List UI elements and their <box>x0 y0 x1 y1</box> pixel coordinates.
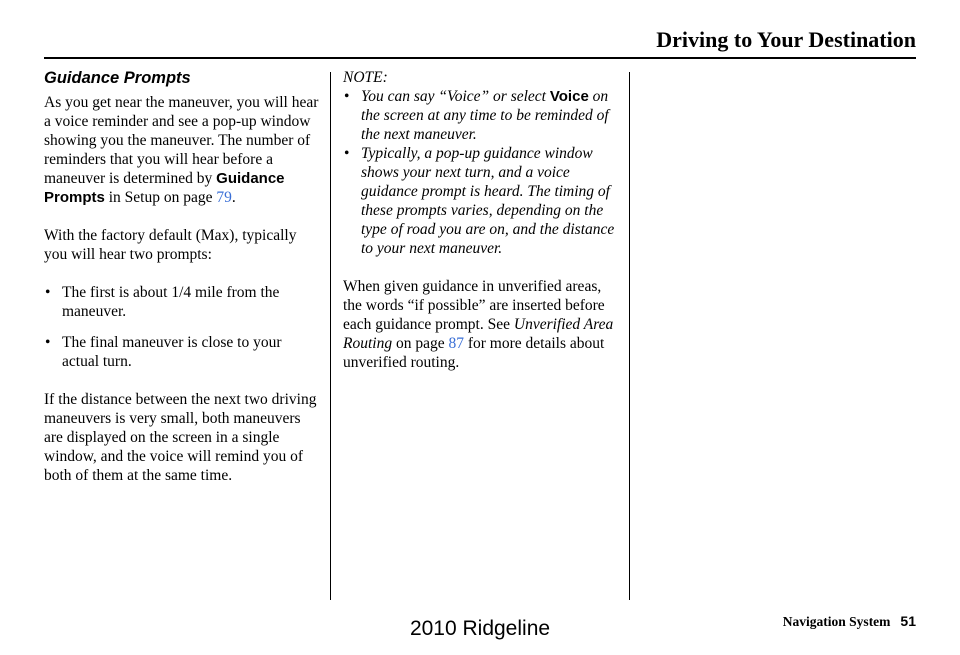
unverified-routing-reference: Unverified Area Routing <box>343 316 614 352</box>
header-rule <box>44 57 916 59</box>
column-divider-left <box>330 72 331 600</box>
note-item: • Typically, a pop-up guidance window shows your next turn, and a voice guidance prompt is heard. The timing of these prompts varies, depending on the type of road you are on, and the distance to your next maneuver. <box>343 144 623 258</box>
note-item <box>343 87 623 144</box>
middle-column <box>343 68 623 391</box>
column-divider-right <box>629 72 630 600</box>
unverified-paragraph <box>343 277 623 372</box>
left-column <box>44 68 320 504</box>
note-item-text: on the screen at any time to be reminded of the next maneuver. <box>361 88 609 143</box>
page-header-title: Driving to Your Destination <box>656 27 916 52</box>
list-item: • The first is about 1/4 mile from the maneuver. <box>44 283 320 321</box>
unverified-end-text: for more details about unverified routing. <box>343 335 605 371</box>
default-paragraph: With the factory default (Max), typically you will hear two prompts: <box>44 227 297 263</box>
guidance-prompts-term: Guidance Prompts <box>44 170 285 206</box>
unverified-mid-text: on page <box>392 335 449 352</box>
prompt-bullet-list <box>44 283 320 371</box>
note-list <box>343 87 623 258</box>
unverified-text: When given guidance in unverified areas, the words “if possible” are inserted before each guidance prompt. See <box>343 278 605 333</box>
intro-paragraph <box>44 93 320 207</box>
note-label: NOTE: <box>343 69 388 86</box>
footer-section-name: Navigation System <box>782 614 891 629</box>
section-heading: Guidance Prompts <box>44 69 191 87</box>
intro-text: As you get near the maneuver, you will hear a voice reminder and see a pop-up window showing you the maneuver. The number of reminders that you will hear before a maneuver is determined by <box>44 94 319 187</box>
list-item: • The final maneuver is close to your actual turn. <box>44 333 320 371</box>
intro-end-text: . <box>231 189 236 206</box>
intro-mid-text: in Setup on page <box>104 189 217 206</box>
page-link-79[interactable]: 79 <box>216 189 232 206</box>
distance-paragraph: If the distance between the next two driving maneuvers is very small, both maneuvers are displayed on the screen in a single window, and the voice will remind you of both of them at the same time. <box>44 391 317 484</box>
note-item-text: You can say “Voice” or select <box>361 88 550 105</box>
watermark: 2010 Ridgeline <box>409 617 551 640</box>
page-number: 51 <box>900 613 916 629</box>
page-link-87[interactable]: 87 <box>448 335 464 352</box>
voice-term: Voice <box>549 88 589 105</box>
